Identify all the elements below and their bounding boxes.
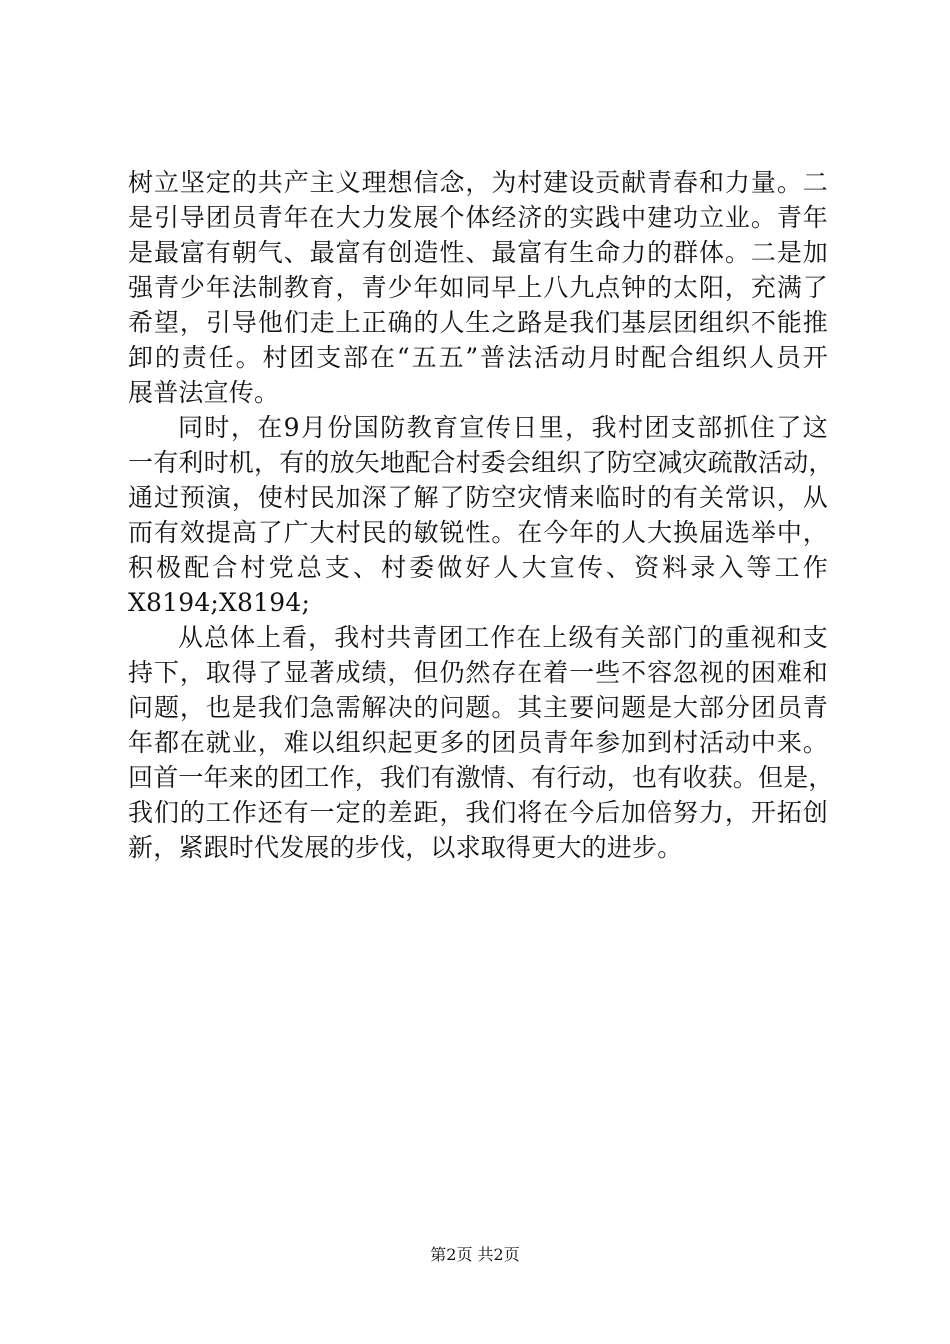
text-line: 积极配合村党总支、村委做好人大宣传、资料录入等工作 [128,553,828,582]
paragraph-1 [128,165,828,410]
text-line: 同时，在9月份国防教育宣传日里，我村团支部抓住了这 [178,413,828,442]
text-line: 树立坚定的共产主义理想信念，为村建设贡献青春和力量。二 [128,168,828,197]
text-line: 新，紧跟时代发展的步伐，以求取得更大的进步。 [128,833,683,862]
text-line: 回首一年来的团工作，我们有激情、有行动，也有收获。但是， [128,763,834,792]
paragraph-3 [128,620,834,865]
page-footer [0,1244,950,1266]
text-line: 持下，取得了显著成绩，但仍然存在着一些不容忽视的困难和 [128,658,828,687]
text-line: 是最富有朝气、最富有创造性、最富有生命力的群体。二是加 [128,238,828,267]
text-line: 是引导团员青年在大力发展个体经济的实践中建功立业。青年 [128,203,828,232]
text-line: 展普法宣传。 [128,378,280,407]
text-line: 卸的责任。村团支部在“五五”普法活动月时配合组织人员开 [128,343,828,372]
text-line: 从总体上看，我村共青团工作在上级有关部门的重视和支 [178,623,828,652]
page-number: 第2页 共2页 [430,1245,520,1264]
document-body [128,165,834,865]
text-line: 问题，也是我们急需解决的问题。其主要问题是大部分团员青 [128,693,828,722]
text-line: 而有效提高了广大村民的敏锐性。在今年的人大换届选举中， [128,518,828,547]
text-line: X8194;X8194; [128,588,311,617]
text-line: 年都在就业，难以组织起更多的团员青年参加到村活动中来。 [128,728,828,757]
text-line: 我们的工作还有一定的差距，我们将在今后加倍努力，开拓创 [128,798,828,827]
text-line: 希望，引导他们走上正确的人生之路是我们基层团组织不能推 [128,308,828,337]
text-line: 通过预演，使村民加深了解了防空灾情来临时的有关常识，从 [128,483,828,512]
text-line: 一有利时机，有的放矢地配合村委会组织了防空减灾疏散活动， [128,448,834,477]
text-line: 强青少年法制教育，青少年如同早上八九点钟的太阳，充满了 [128,273,828,302]
paragraph-2 [128,410,834,620]
